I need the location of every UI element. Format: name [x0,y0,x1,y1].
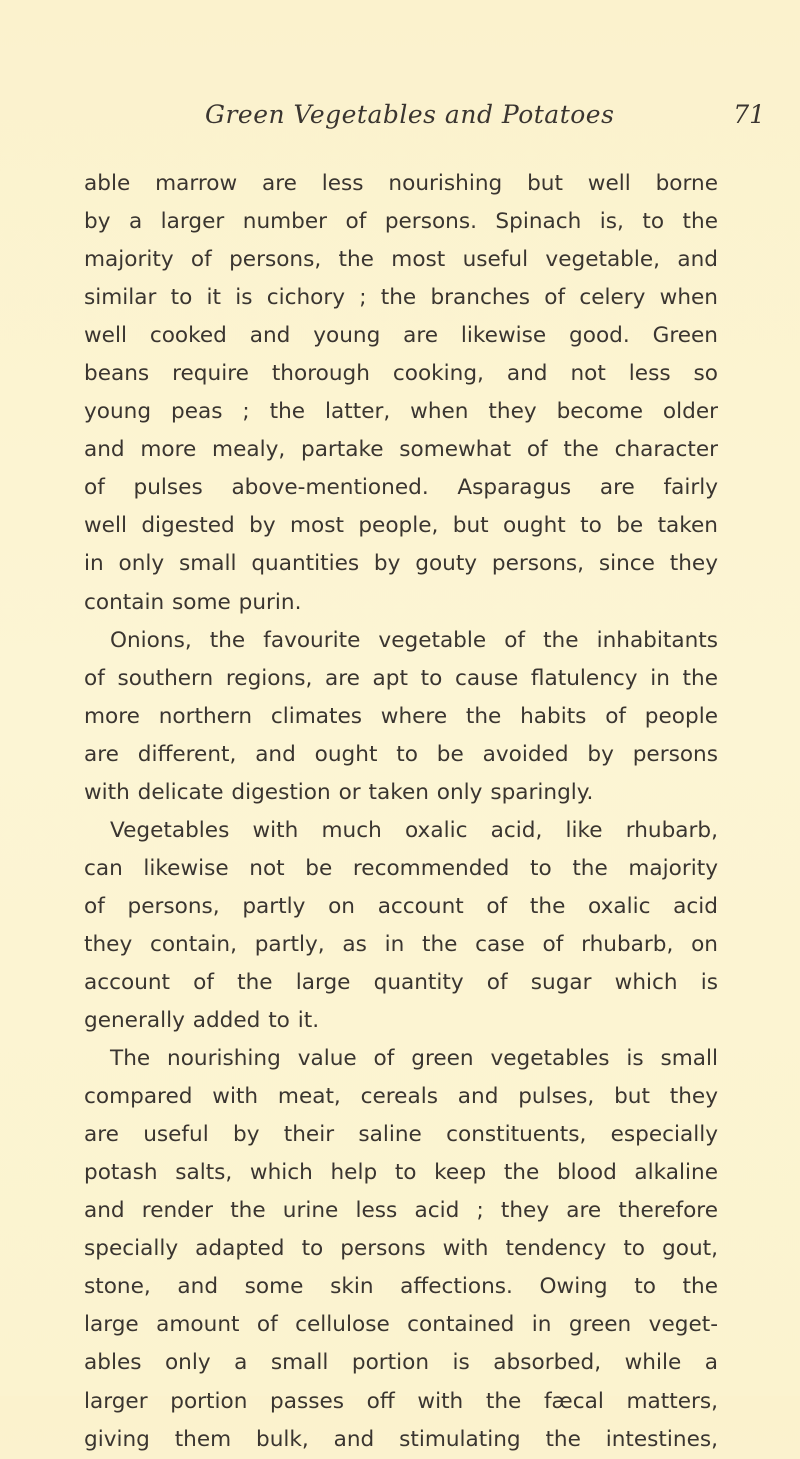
text-line: are useful by their saline constituents, especially [84,1122,718,1148]
text-line: potash salts, which help to keep the blood alkaline [84,1160,718,1186]
text-line: of persons, partly on account of the oxalic acid [84,893,718,919]
text-line: more northern climates where the habits of people [84,703,718,729]
text-line: of southern regions, are apt to cause flatulency in the [84,665,718,691]
text-line: ables only a small portion is absorbed, while a [84,1350,718,1376]
text-line: beans require thorough cooking, and not less so [84,361,718,387]
text-line: large amount of cellulose contained in green veget- [84,1312,718,1338]
text-line: of pulses above-mentioned. Asparagus are fairly [84,475,718,501]
paragraph-start-line: The nourishing value of green vegetables is small [110,1046,718,1072]
paragraph-end-line: with delicate digestion or taken only sparingly. [84,779,594,805]
paragraph-start-line: Vegetables with much oxalic acid, like rhubarb, [110,817,718,843]
text-line: are different, and ought to be avoided by persons [84,741,718,767]
body-text [84,165,718,1459]
text-line: and more mealy, partake somewhat of the character [84,437,718,463]
text-line: compared with meat, cereals and pulses, but they [84,1084,718,1110]
text-line: and render the urine less acid ; they are therefore [84,1198,718,1224]
text-line: in only small quantities by gouty persons, since they [84,551,718,577]
text-line: can likewise not be recommended to the majority [84,855,718,881]
page-number: 71 [733,100,765,129]
text-line: stone, and some skin affections. Owing to the [84,1274,718,1300]
paragraph-end-line: generally added to it. [84,1008,320,1034]
text-line: giving them bulk, and stimulating the intestines, [84,1426,718,1452]
text-line: well digested by most people, but ought to be taken [84,513,718,539]
running-head [205,100,765,144]
paragraph-start-line: Onions, the favourite vegetable of the inhabitants [110,627,718,653]
text-line: majority of persons, the most useful vegetable, and [84,247,718,273]
text-line: specially adapted to persons with tendency to gout, [84,1236,718,1262]
paragraph-end-line: contain some purin. [84,589,302,615]
text-line: young peas ; the latter, when they become older [84,399,718,425]
text-line: able marrow are less nourishing but well borne [84,171,718,196]
text-line: account of the large quantity of sugar which is [84,969,718,995]
text-line: by a larger number of persons. Spinach is, to the [84,209,718,235]
text-line: they contain, partly, as in the case of rhubarb, on [84,931,718,957]
text-line: larger portion passes off with the fæcal matters, [84,1388,718,1414]
text-line: similar to it is cichory ; the branches of celery when [84,285,718,311]
running-title: Green Vegetables and Potatoes [205,100,615,129]
text-line: well cooked and young are likewise good. Green [84,323,718,349]
